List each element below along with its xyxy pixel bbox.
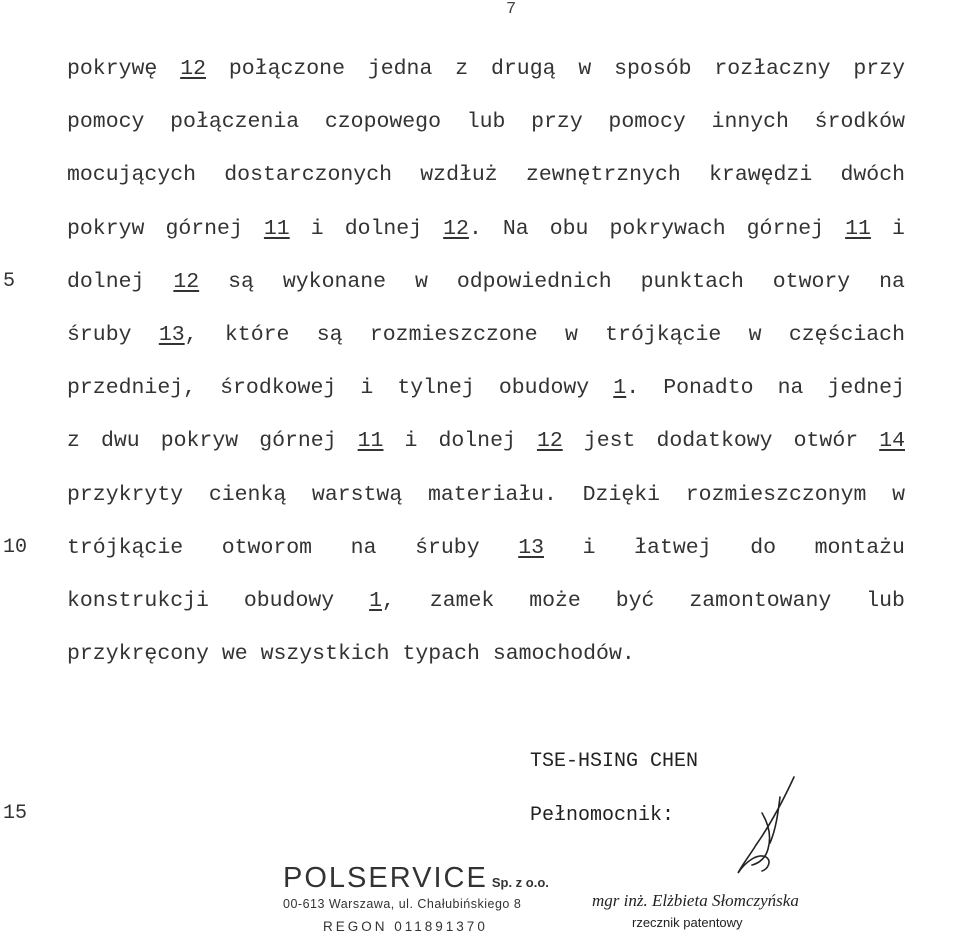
word: dolnej (67, 269, 145, 294)
word: dolnej (438, 429, 516, 454)
reference-numeral: 12 (536, 429, 563, 454)
reference-numeral: 1, (369, 589, 395, 613)
word: w (892, 482, 905, 507)
word: rozmieszczonym (685, 482, 867, 507)
word: otwór (793, 429, 859, 454)
word: zamontowany (689, 589, 832, 613)
page-number: 7 (506, 0, 517, 19)
reference-numeral: 13 (518, 535, 545, 560)
word: które (224, 323, 290, 347)
signatory-role: Pełnomocnik: (530, 804, 675, 827)
word: górnej (259, 429, 337, 454)
word: pomocy (608, 110, 686, 135)
word: przy (531, 110, 583, 135)
word: innych (711, 110, 789, 135)
word: warstwą (311, 482, 403, 507)
stamp-address: 00-613 Warszawa, ul. Chałubińskiego 8 (283, 897, 522, 911)
word: środków (814, 110, 905, 135)
word: jest (583, 429, 636, 454)
word: na (777, 376, 804, 401)
word: zamek (429, 589, 495, 613)
word: dodatkowy (656, 429, 773, 454)
word: czopowego (324, 110, 441, 135)
word: krawędzi (709, 163, 813, 188)
word: zewnętrznych (525, 163, 681, 188)
text-line (67, 269, 905, 295)
word: może (529, 589, 581, 613)
word: rozmieszczone (369, 323, 538, 347)
word: i (360, 376, 374, 401)
text-line (67, 216, 905, 242)
word: we (221, 642, 248, 667)
signatory-name: TSE-HSING CHEN (530, 750, 699, 773)
word: środkowej (220, 376, 337, 401)
text-line (67, 322, 905, 348)
text-line (67, 375, 905, 401)
word: w (748, 323, 762, 347)
word: na (879, 269, 905, 294)
word: sposób (614, 57, 692, 81)
reference-numeral: 11 (357, 429, 384, 454)
text-line (67, 109, 905, 135)
word: w (578, 57, 592, 81)
word: materiału. (427, 482, 557, 507)
word: wzdłuż (420, 163, 498, 188)
word: lub (466, 110, 506, 135)
word: jednej (827, 376, 905, 401)
stamp-company: POLSERVICE Sp. z o.o. (283, 862, 549, 894)
reference-numeral: 11 (845, 216, 871, 241)
word: przykryty (67, 482, 184, 507)
word: konstrukcji (67, 589, 209, 613)
word: i (582, 535, 596, 560)
word: przy (853, 57, 905, 81)
reference-numeral: 14 (879, 429, 905, 454)
attorney-name: mgr inż. Elżbieta Słomczyńska (592, 891, 799, 910)
word: górnej (746, 216, 825, 241)
word: śruby (67, 323, 132, 347)
word: dwu (100, 429, 140, 454)
word: z (455, 57, 469, 81)
word: typach (402, 642, 480, 667)
word: trójkącie (605, 323, 722, 347)
word: obudowy (243, 589, 335, 613)
word: rozłaczny (714, 57, 831, 81)
word: częściach (788, 323, 905, 347)
text-line (67, 162, 905, 188)
word: dolnej (344, 216, 423, 241)
word: samochodów. (492, 642, 635, 667)
word: być (615, 589, 655, 613)
word: na (350, 535, 377, 560)
word: i (310, 216, 324, 241)
word: pokryw (160, 429, 239, 454)
word: obu (549, 216, 589, 241)
word: w (564, 323, 578, 347)
word: punktach (640, 269, 744, 294)
word: i (404, 429, 418, 454)
word: łatwej (634, 535, 712, 560)
word: odpowiednich (456, 269, 612, 294)
word: wykonane (282, 269, 387, 294)
word: trójkącie (67, 535, 184, 560)
word: pokryw (67, 216, 145, 241)
word: przykręcony (67, 642, 209, 667)
word: lub (866, 589, 905, 613)
word: drugą (490, 57, 556, 81)
word: mocujących (67, 163, 197, 188)
text-line (67, 641, 905, 667)
word: pokrywach (609, 216, 726, 241)
word: montażu (814, 535, 905, 560)
line-number-10: 10 (3, 536, 28, 559)
line-number-15: 15 (3, 802, 28, 825)
word: Dzięki (582, 482, 661, 507)
reference-numeral: 13, (158, 323, 198, 347)
word: jedna (367, 57, 433, 81)
text-line (67, 482, 905, 508)
word: dwóch (840, 163, 905, 188)
word: obudowy (498, 376, 590, 401)
attorney-title: rzecznik patentowy (632, 915, 743, 930)
word: tylnej (397, 376, 475, 401)
word: połączenia (170, 110, 300, 135)
word: górnej (165, 216, 243, 241)
reference-numeral: 11 (263, 216, 290, 241)
word: pomocy (67, 110, 145, 135)
word: dostarczonych (224, 163, 393, 188)
word: są (228, 269, 254, 294)
reference-numeral: 12 (180, 57, 206, 81)
text-line (67, 588, 905, 614)
word: pokrywę (67, 57, 158, 81)
word: są (316, 323, 343, 347)
stamp-regon: REGON 011891370 (323, 919, 488, 934)
reference-numeral: 12. (443, 216, 482, 241)
text-line (67, 535, 905, 561)
text-line (67, 56, 905, 82)
word: z (67, 429, 80, 454)
handwritten-signature (722, 773, 812, 883)
reference-numeral: 1. (613, 376, 640, 401)
word: śruby (415, 535, 480, 560)
word: otwory (772, 269, 851, 294)
word: cienką (208, 482, 287, 507)
word: wszystkich (260, 642, 390, 667)
word: i (891, 216, 905, 241)
word: Na (502, 216, 529, 241)
word: w (415, 269, 428, 294)
word: do (750, 535, 776, 560)
text-line (67, 428, 905, 454)
word: Ponadto (663, 376, 754, 401)
word: połączone (228, 57, 345, 81)
reference-numeral: 12 (173, 269, 200, 294)
line-number-5: 5 (3, 270, 16, 293)
word: otworom (221, 535, 313, 560)
word: przedniej, (67, 376, 197, 401)
